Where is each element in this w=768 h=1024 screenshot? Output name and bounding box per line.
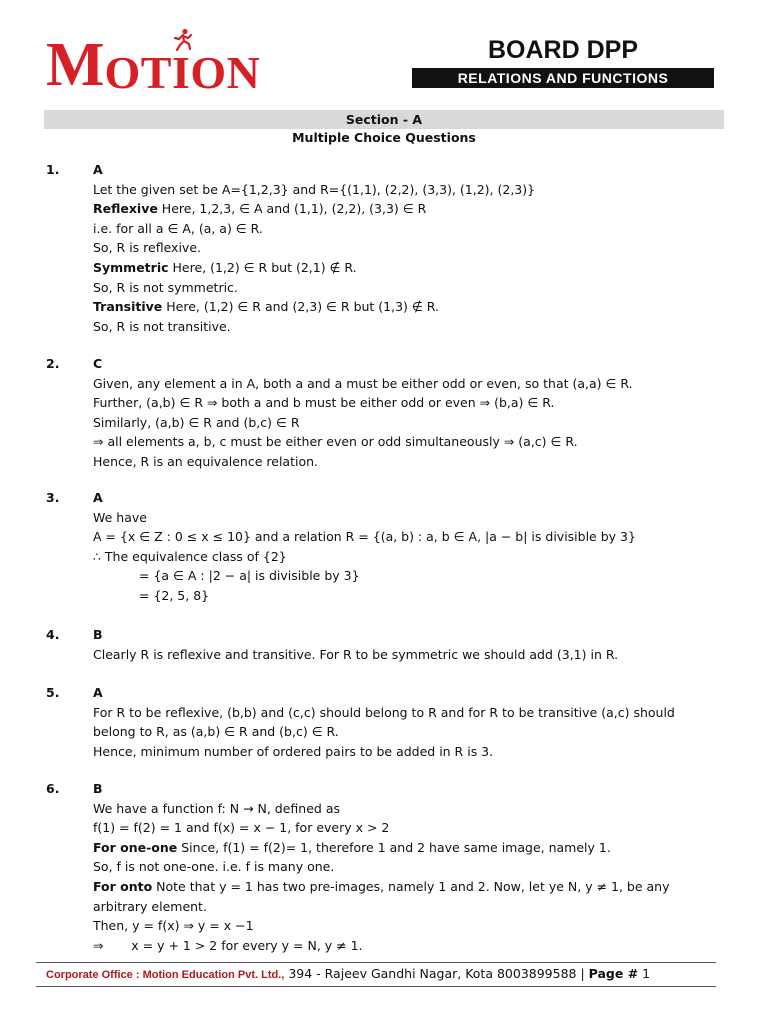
answer-option: A (93, 162, 103, 177)
question-number: 3. (46, 490, 60, 505)
solution-line: So, R is not symmetric. (93, 279, 238, 295)
board-dpp-title: BOARD DPP (487, 36, 638, 64)
solution-line: = {2, 5, 8} (139, 587, 210, 603)
solution-line: So, f is not one-one. i.e. f is many one. (93, 859, 335, 875)
solution-line: arbitrary element. (93, 898, 207, 914)
footer-corporate: Corporate Office : Motion Education Pvt. Ltd., (46, 969, 285, 981)
question-body (93, 625, 733, 664)
question-number: 2. (46, 356, 60, 371)
solution-line: Symmetric Here, (1,2) ∈ R but (2,1) ∉ R. (93, 259, 357, 275)
solution-line: belong to R, as (a,b) ∈ R and (b,c) ∈ R. (93, 724, 339, 740)
question-number: 6. (46, 781, 60, 796)
solution-line: Reflexive Here, 1,2,3, ∈ A and (1,1), (2,2), (3,3) ∈ R (93, 201, 427, 217)
solution-line: For onto Note that y = 1 has two pre-images, namely 1 and 2. Now, let ye N, y ≠ 1, be any (93, 878, 670, 894)
answer-option: B (93, 781, 103, 796)
term-one-one: For one-one (93, 839, 178, 855)
motion-logo (46, 31, 261, 99)
solution-line: Similarly, (a,b) ∈ R and (b,c) ∈ R (93, 414, 300, 430)
solution-line: ⇒ all elements a, b, c must be either even or odd simultaneously ⇒ (a,c) ∈ R. (93, 434, 578, 450)
solution-line: Let the given set be A={1,2,3} and R={(1,1), (2,2), (3,3), (1,2), (2,3)} (93, 181, 536, 197)
footer-page-label: Page # (588, 966, 639, 981)
solution-line: We have (93, 509, 147, 525)
solution-line: Clearly R is reflexive and transitive. For R to be symmetric we should add (3,1) in R. (93, 646, 619, 662)
question-body (93, 160, 733, 336)
logo-letter-i-wrap (172, 47, 191, 98)
topic-banner: RELATIONS AND FUNCTIONS (412, 68, 714, 88)
footer-page-number: 1 (642, 966, 651, 981)
logo-letter-i: I (172, 47, 191, 98)
question-number: 4. (46, 627, 60, 642)
term-onto: For onto (93, 878, 153, 894)
solution-line: Further, (a,b) ∈ R ⇒ both a and b must be either odd or even ⇒ (b,a) ∈ R. (93, 395, 555, 411)
solution-line: Hence, minimum number of ordered pairs to be added in R is 3. (93, 743, 494, 759)
solution-line: We have a function f: N → N, defined as (93, 800, 341, 816)
term-symmetric: Symmetric (93, 259, 169, 275)
question-body (93, 683, 733, 761)
section-subtitle: Multiple Choice Questions (292, 130, 476, 145)
answer-option: C (93, 356, 103, 371)
solution-line: A = {x ∈ Z : 0 ≤ x ≤ 10} and a relation R = {(a, b) : a, b ∈ A, |a − b| is divisible by 3} (93, 529, 636, 545)
footer-divider-bottom (36, 986, 716, 987)
solution-line: Transitive Here, (1,2) ∈ R and (2,3) ∈ R but (1,3) ∉ R. (93, 299, 439, 315)
page-footer (46, 965, 726, 984)
solution-line: = {a ∈ A : |2 − a| is divisible by 3} (139, 568, 360, 584)
question-body (93, 488, 733, 606)
question-body (93, 779, 733, 955)
solution-line: ∴ The equivalence class of {2} (93, 548, 287, 564)
solution-line: For one-one Since, f(1) = f(2)= 1, therefore 1 and 2 have same image, namely 1. (93, 839, 611, 855)
term-reflexive: Reflexive (93, 201, 158, 217)
section-heading: Section - A (44, 110, 724, 129)
solution-line: ⇒ x = y + 1 > 2 for every y = N, y ≠ 1. (93, 937, 363, 953)
logo-letters-ot: OT (104, 47, 172, 98)
question-body (93, 354, 733, 472)
answer-option: B (93, 627, 103, 642)
solution-line: For R to be reflexive, (b,b) and (c,c) should belong to R and for R to be transitive (a,c) should (93, 704, 675, 720)
logo-letter-m: M (46, 31, 105, 99)
solution-line: Given, any element a in A, both a and a must be either odd or even, so that (a,a) ∈ R. (93, 375, 633, 391)
solution-line: f(1) = f(2) = 1 and f(x) = x − 1, for every x > 2 (93, 820, 390, 836)
solution-line: Hence, R is an equivalence relation. (93, 453, 318, 469)
footer-address: 394 - Rajeev Gandhi Nagar, Kota 8003899588 | (288, 966, 585, 981)
footer-divider-top (36, 962, 716, 963)
solution-line: So, R is reflexive. (93, 240, 201, 256)
question-number: 5. (46, 685, 60, 700)
solution-line: So, R is not transitive. (93, 318, 231, 334)
question-number: 1. (46, 162, 60, 177)
solution-line: i.e. for all a ∈ A, (a, a) ∈ R. (93, 220, 263, 236)
logo-letters-on: ON (190, 47, 261, 98)
solution-line: Then, y = f(x) ⇒ y = x −1 (93, 918, 254, 934)
answer-option: A (93, 490, 103, 505)
term-transitive: Transitive (93, 299, 163, 315)
answer-option: A (93, 685, 103, 700)
runner-icon (170, 28, 194, 52)
